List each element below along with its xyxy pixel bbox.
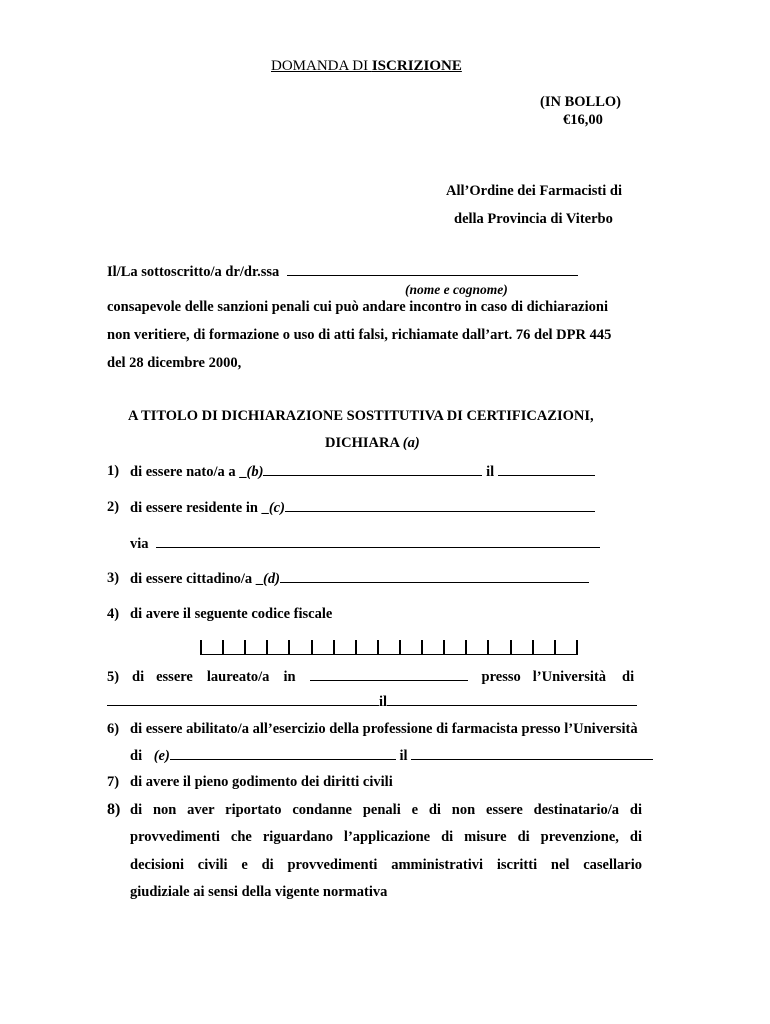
item-4-number: 4)	[107, 606, 120, 622]
subscriber-line	[107, 263, 578, 281]
item-2-via-line	[130, 535, 600, 553]
item-5-il: il	[379, 694, 388, 710]
item-2-note: (c)	[268, 500, 285, 516]
recipient-line2: della Provincia di Viterbo	[454, 211, 613, 227]
item-6-number: 6)	[107, 721, 120, 737]
item-5-word: l’Università	[532, 669, 607, 685]
item-8-line3: decisioni civili e di provvedimenti amministrativi iscritti nel casellario	[130, 857, 642, 873]
name-field[interactable]	[287, 263, 578, 276]
item-4-text: di avere il seguente codice fiscale	[130, 606, 333, 622]
title-bold: ISCRIZIONE	[371, 58, 462, 74]
item-5-word: laureato/a	[206, 669, 270, 685]
item-5-line2	[107, 693, 637, 711]
item-8-line4: giudiziale ai sensi della vigente normativa	[130, 884, 388, 900]
item-2-text: di essere residente in _	[130, 500, 269, 516]
bollo-label: (IN BOLLO)	[540, 94, 621, 110]
degree-field[interactable]	[310, 668, 468, 681]
title-plain: DOMANDA DI	[271, 58, 372, 74]
item-5-word: di	[132, 669, 145, 685]
bollo-amount: €16,00	[563, 112, 603, 128]
birthplace-field[interactable]	[263, 463, 482, 476]
item-3-number: 3)	[107, 570, 120, 586]
citizenship-field[interactable]	[280, 570, 589, 583]
item-5-word: in	[283, 669, 296, 685]
dichiara-note: (a)	[402, 435, 420, 451]
item-7-text: di avere il pieno godimento dei diritti civili	[130, 774, 393, 790]
item-6-di: di	[130, 748, 143, 764]
university-field[interactable]	[107, 693, 379, 706]
subscriber-label: Il/La sottoscritto/a dr/dr.ssa	[107, 264, 280, 280]
item-3-text: di essere cittadino/a _	[130, 571, 264, 587]
street-field[interactable]	[156, 535, 600, 548]
heading-line1: A TITOLO DI DICHIARAZIONE SOSTITUTIVA DI CERTIFICAZIONI,	[128, 408, 594, 424]
fiscal-code-field[interactable]	[200, 640, 578, 655]
item-5-word: essere	[156, 669, 193, 685]
residence-field[interactable]	[285, 499, 595, 512]
item-8-line1: di non aver riportato condanne penali e di non essere destinatario/a di	[130, 802, 642, 818]
item-6-il: il	[399, 748, 408, 764]
qualification-university-field[interactable]	[170, 747, 396, 760]
dichiara-label: DICHIARA	[325, 435, 400, 451]
item-3-note: (d)	[263, 571, 280, 587]
item-1-number: 1)	[107, 463, 120, 479]
item-8-line2: provvedimenti che riguardano l’applicazione di misure di prevenzione, di	[130, 829, 642, 845]
intro-line1: consapevole delle sanzioni penali cui può andare incontro in caso di dichiarazioni	[107, 299, 608, 315]
item-5-word: di	[622, 669, 635, 685]
item-2-number: 2)	[107, 499, 120, 515]
item-1-il: il	[486, 464, 495, 480]
item-5-number: 5)	[107, 669, 120, 685]
item-6-text: di essere abilitato/a all’esercizio della professione di farmacista presso l’Università	[130, 721, 638, 737]
birthdate-field[interactable]	[498, 463, 595, 476]
recipient-line1: All’Ordine dei Farmacisti di	[446, 183, 622, 199]
item-8-number: 8)	[107, 801, 121, 818]
qualification-date-field[interactable]	[411, 747, 653, 760]
heading-line2	[325, 435, 420, 452]
item-2-via: via	[130, 536, 149, 552]
item-5-word: presso	[481, 669, 521, 685]
name-hint: (nome e cognome)	[405, 282, 508, 297]
item-6-line2	[130, 747, 653, 765]
item-1	[130, 463, 595, 481]
intro-line3: del 28 dicembre 2000,	[107, 355, 242, 371]
item-1-text: di essere nato/a a _	[130, 464, 247, 480]
item-5	[107, 668, 643, 686]
degree-date-field[interactable]	[387, 693, 637, 706]
intro-line2: non veritiere, di formazione o uso di atti falsi, richiamate dall’art. 76 del DPR 445	[107, 327, 612, 343]
item-1-note: (b)	[246, 464, 264, 480]
item-6-note: (e)	[153, 748, 170, 764]
item-3	[130, 570, 589, 588]
item-7-number: 7)	[107, 774, 120, 790]
item-2	[130, 499, 595, 517]
page-title	[271, 58, 462, 75]
